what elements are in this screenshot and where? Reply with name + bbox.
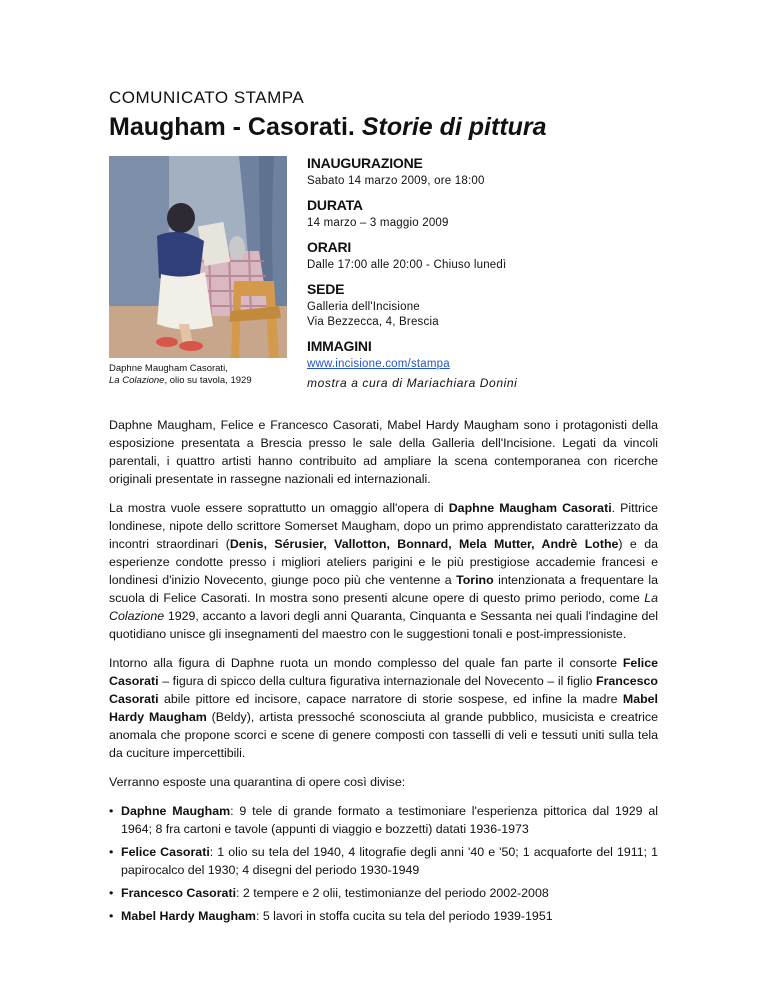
bold-text: Daphne Maugham Casorati bbox=[448, 501, 612, 515]
painting-caption bbox=[109, 363, 252, 387]
works-list bbox=[109, 802, 658, 925]
info-label-inaugurazione: INAUGURAZIONE bbox=[307, 155, 423, 171]
press-images-link[interactable]: www.incisione.com/stampa bbox=[307, 358, 450, 370]
bold-text: Felice Casorati bbox=[109, 656, 658, 688]
info-value-inaugurazione bbox=[307, 174, 667, 189]
paragraph-1: Daphne Maugham, Felice e Francesco Casorati, Mabel Hardy Maugham sono i protagonisti della esposizione presentata a Brescia presso le sale della Galleria dell'Incisione. Legati da vincoli parentali, i quattro artisti hanno contribuito ad ampliare la scena contemporanea con ricerche originali presentate in rassegne nazionali ed internazionali. bbox=[109, 418, 658, 486]
list-item bbox=[109, 802, 658, 838]
artist-works: : 1 olio su tela del 1940, 4 litografie degli anni '40 e '50; 1 acquaforte del 1911; 1 papirocalco del 1930; 4 disegni del periodo 1930-1949 bbox=[121, 845, 659, 877]
curator-line: mostra a cura di Mariachiara Donini bbox=[307, 376, 518, 390]
painting-image bbox=[109, 156, 287, 358]
caption-rest: , olio su tavola, 1929 bbox=[164, 375, 252, 386]
text: La mostra vuole essere soprattutto un omaggio all'opera di bbox=[109, 501, 449, 515]
caption-title: La Colazione bbox=[109, 375, 165, 386]
list-item bbox=[109, 907, 658, 925]
bold-text: Denis, Sérusier, Vallotton, Bonnard, Mela Mutter, Andrè Lothe bbox=[229, 537, 619, 551]
paragraph-4: Verranno esposte una quarantina di opere così divise: bbox=[109, 775, 406, 789]
list-item bbox=[109, 843, 658, 879]
text: ) e da esperienze condotte presso i migliori ateliers parigini e le più prestigiose accademie francesi e londinesi d'inizio Novecento, giunge poco più che ventenne a bbox=[109, 537, 658, 587]
title-italic: Storie di pittura bbox=[361, 113, 547, 141]
info-line: Dalle 17:00 alle 20:00 - Chiuso lunedì bbox=[307, 259, 507, 271]
info-label-sede: SEDE bbox=[307, 281, 345, 297]
text: intenzionata a frequentare la scuola di Felice Casorati. In mostra sono presenti alcune opere di questo primo periodo, come bbox=[109, 573, 659, 605]
artist-name: Daphne Maugham bbox=[121, 804, 231, 818]
info-label-durata: DURATA bbox=[307, 197, 363, 213]
info-line: 14 marzo – 3 maggio 2009 bbox=[307, 217, 449, 229]
artist-name: Felice Casorati bbox=[121, 845, 210, 859]
press-release-kicker: COMUNICATO STAMPA bbox=[109, 88, 305, 107]
text: – figura di spicco della cultura figurativa internazionale del Novecento – il figlio bbox=[158, 674, 597, 688]
info-line: Sabato 14 marzo 2009, ore 18:00 bbox=[307, 175, 485, 187]
info-value-orari bbox=[307, 258, 667, 273]
text: 1929, accanto a lavori degli anni Quaranta, Cinquanta e Sessanta nei quali l'indagine del quotidiano unisce gli insegnamenti del maestro con le suggestioni tonali e post-impressioniste. bbox=[109, 609, 658, 641]
info-label-immagini: IMMAGINI bbox=[307, 338, 372, 354]
info-value-immagini bbox=[307, 357, 667, 372]
body-text bbox=[109, 416, 658, 930]
info-value-sede bbox=[307, 300, 667, 330]
paragraph-2 bbox=[109, 499, 658, 643]
event-info bbox=[307, 155, 667, 380]
info-value-durata bbox=[307, 216, 667, 231]
text: . Pittrice londinese, nipote dello scrittore Somerset Maugham, dopo un primo apprendistato caratterizzato da incontri straordinari ( bbox=[109, 501, 659, 551]
info-line: Via Bezzecca, 4, Brescia bbox=[307, 316, 439, 328]
info-label-orari: ORARI bbox=[307, 239, 352, 255]
bold-text: Torino bbox=[456, 573, 494, 587]
paragraph-3 bbox=[109, 654, 658, 762]
artist-works: : 5 lavori in stoffa cucita su tela del periodo 1939-1951 bbox=[255, 909, 553, 923]
la-colazione-painting-illustration bbox=[109, 156, 287, 358]
text: Intorno alla figura di Daphne ruota un mondo complesso del quale fan parte il consorte bbox=[109, 656, 623, 670]
artist-works: : 9 tele di grande formato a testimoniare l'esperienza pittorica dal 1929 al 1964; 8 fra cartoni e tavole (appunti di viaggio e bozzetti) datati 1936-1973 bbox=[121, 804, 658, 836]
artist-name: Francesco Casorati bbox=[121, 886, 237, 900]
list-item bbox=[109, 884, 658, 902]
caption-line-2 bbox=[109, 375, 252, 387]
page-title bbox=[109, 113, 547, 142]
text: (Beldy), artista pressoché sconosciuta al grande pubblico, musicista e creatrice anomala che propone scorci e scene di genere composti con tasselli di veli e tessuti uniti sulla tela da cuciture impercettibili. bbox=[109, 710, 658, 760]
title-main: Maugham - Casorati. bbox=[109, 113, 355, 141]
artist-works: : 2 tempere e 2 olii, testimonianze del periodo 2002-2008 bbox=[236, 886, 549, 900]
bold-text: Francesco Casorati bbox=[109, 674, 658, 706]
italic-text: La Colazione bbox=[109, 591, 658, 623]
info-line: Galleria dell'Incisione bbox=[307, 301, 420, 313]
caption-line-1: Daphne Maugham Casorati, bbox=[109, 363, 228, 374]
text: abile pittore ed incisore, capace narratore di storie sospese, ed infine la madre bbox=[158, 692, 623, 706]
bold-text: Mabel Hardy Maugham bbox=[109, 692, 658, 724]
artist-name: Mabel Hardy Maugham bbox=[121, 909, 256, 923]
